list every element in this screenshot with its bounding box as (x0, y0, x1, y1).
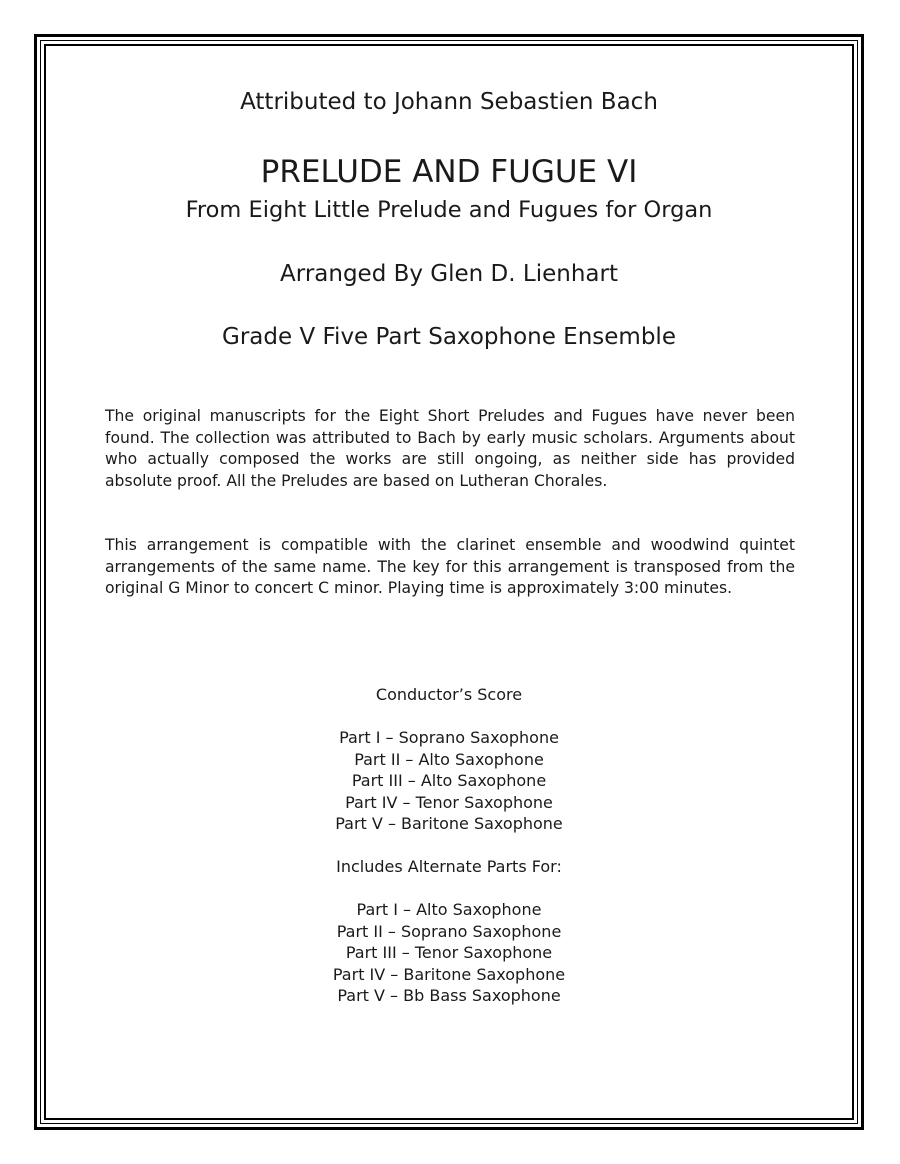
list-item: Part IV – Baritone Saxophone (332, 964, 566, 984)
list-item: Part IV – Tenor Saxophone (345, 792, 553, 812)
attribution: Attributed to Johann Sebastien Bach (240, 89, 658, 115)
piece-subtitle: From Eight Little Prelude and Fugues for Organ (185, 197, 713, 223)
arranger-credit: Arranged By Glen D. Lienhart (280, 261, 618, 287)
list-item: Part V – Baritone Saxophone (335, 814, 563, 833)
list-item: Part I – Alto Saxophone (356, 900, 542, 919)
grade-ensemble: Grade V Five Part Saxophone Ensemble (222, 324, 676, 350)
list-item: Part III – Tenor Saxophone (345, 943, 553, 962)
alternate-parts-list (44, 899, 854, 1007)
piece-title: PRELUDE AND FUGUE VI (260, 154, 638, 190)
parts-list (44, 727, 854, 835)
list-item: Part III – Alto Saxophone (351, 771, 547, 790)
alternate-parts-heading: Includes Alternate Parts For: (336, 857, 562, 876)
arrangement-paragraph: This arrangement is compatible with the clarinet ensemble and woodwind quintet arrangements of the same name. The key for this arrangement is transposed from the original G Minor to concert C minor. Playing time is approximately 3:00 minutes. (105, 536, 795, 598)
list-item: Part II – Soprano Saxophone (336, 921, 562, 941)
list-item: Part V – Bb Bass Saxophone (337, 986, 561, 1005)
list-item: Part I – Soprano Saxophone (339, 728, 559, 747)
title-page (44, 44, 854, 1120)
history-paragraph: The original manuscripts for the Eight Short Preludes and Fugues have never been found. The collection was attributed to Bach by early music scholars. Arguments about who actually composed the works are still ongoing, as neither side has provided absolute proof. All the Preludes are based on Lutheran Chorales. (105, 407, 795, 490)
conductor-score-label: Conductor’s Score (375, 685, 523, 704)
list-item: Part II – Alto Saxophone (354, 749, 544, 769)
